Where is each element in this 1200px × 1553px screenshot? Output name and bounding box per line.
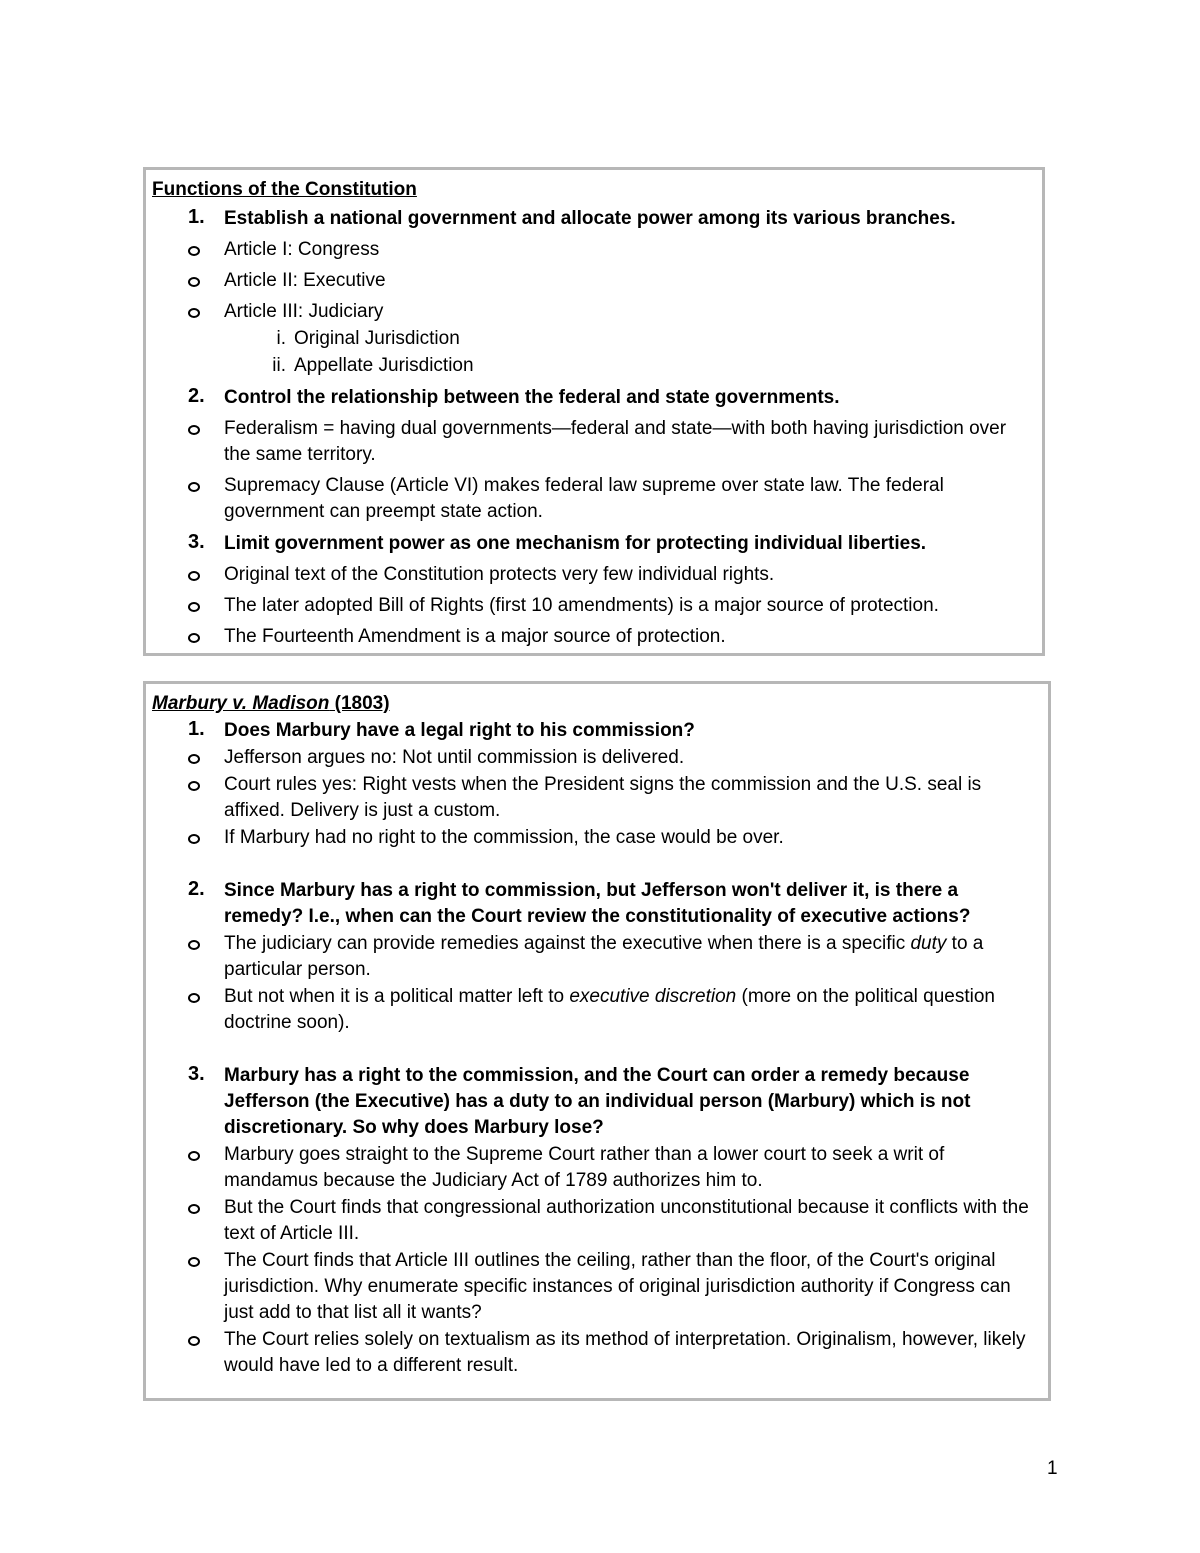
bullet-item: Article I: Congress [152, 237, 1032, 263]
list-item: 1. Does Marbury have a legal right to his commission? [152, 718, 1038, 744]
item-heading: Does Marbury have a legal right to his commission? [224, 720, 695, 741]
list-item: 1. Establish a national government and allocate power among its various branches. [152, 206, 1032, 232]
bullet-item: The Court relies solely on textualism as its method of interpretation. Originalism, however, likely would have led to a different result. [152, 1327, 1038, 1379]
section-title: Marbury v. Madison (1803) [152, 693, 390, 714]
circle-bullet-icon [188, 1151, 200, 1161]
bullet-item: The later adopted Bill of Rights (first 10 amendments) is a major source of protection. [152, 593, 1032, 619]
circle-bullet-icon [188, 425, 200, 435]
bullet-item: Jefferson argues no: Not until commission is delivered. [152, 745, 1038, 771]
bullet-item: Supremacy Clause (Article VI) makes federal law supreme over state law. The federal government can preempt state action. [152, 473, 1032, 525]
bullet-item: Federalism = having dual governments—federal and state—with both having jurisdiction over the same territory. [152, 416, 1032, 468]
circle-bullet-icon [188, 1336, 200, 1346]
roman-subitem: i. Original Jurisdiction [276, 328, 460, 349]
item-heading: Limit government power as one mechanism for protecting individual liberties. [224, 533, 927, 554]
list-item: 2. Since Marbury has a right to commission, but Jefferson won't deliver it, is there a remedy? I.e., when can the Court review the constitutionality of executive actions? [152, 878, 1038, 930]
circle-bullet-icon [188, 308, 200, 318]
item-heading: Since Marbury has a right to commission, but Jefferson won't deliver it, is there a remedy? I.e., when can the Court review the constitutionality of executive actions? [224, 880, 971, 927]
circle-bullet-icon [188, 277, 200, 287]
circle-bullet-icon [188, 940, 200, 950]
bullet-item: The Court finds that Article III outlines the ceiling, rather than the floor, of the Court's original jurisdiction. Why enumerate specific instances of original jurisdiction authority if Congress can just add to that list all it wants? [152, 1248, 1038, 1326]
circle-bullet-icon [188, 571, 200, 581]
section-title: Functions of the Constitution [152, 179, 417, 200]
circle-bullet-icon [188, 993, 200, 1003]
functions-of-constitution-box [143, 167, 1045, 656]
circle-bullet-icon [188, 602, 200, 612]
circle-bullet-icon [188, 781, 200, 791]
circle-bullet-icon [188, 1204, 200, 1214]
list-item: 2. Control the relationship between the federal and state governments. [152, 385, 1032, 411]
item-heading: Marbury has a right to the commission, and the Court can order a remedy because Jefferson (the Executive) has a duty to an individual person (Marbury) which is not discretionary. So why does Marbury lose? [224, 1065, 971, 1138]
circle-bullet-icon [188, 633, 200, 643]
bullet-item: Marbury goes straight to the Supreme Court rather than a lower court to seek a writ of mandamus because the Judiciary Act of 1789 authorizes him to. [152, 1142, 1038, 1194]
bullet-item: Article II: Executive [152, 268, 1032, 294]
bullet-item: The Fourteenth Amendment is a major source of protection. [152, 624, 1032, 650]
circle-bullet-icon [188, 754, 200, 764]
page-number: 1 [1047, 1458, 1058, 1479]
circle-bullet-icon [188, 834, 200, 844]
roman-subitem: ii. Appellate Jurisdiction [272, 355, 474, 376]
circle-bullet-icon [188, 482, 200, 492]
marbury-v-madison-box [143, 681, 1051, 1401]
bullet-item: The judiciary can provide remedies against the executive when there is a specific duty to a particular person. [152, 931, 1038, 983]
list-item: 3. Limit government power as one mechanism for protecting individual liberties. [152, 531, 1032, 557]
item-heading: Control the relationship between the federal and state governments. [224, 387, 840, 408]
bullet-item: Original text of the Constitution protects very few individual rights. [152, 562, 1032, 588]
bullet-item: But the Court finds that congressional authorization unconstitutional because it conflicts with the text of Article III. [152, 1195, 1038, 1247]
circle-bullet-icon [188, 246, 200, 256]
item-heading: Establish a national government and allocate power among its various branches. [224, 208, 956, 229]
bullet-item: If Marbury had no right to the commission, the case would be over. [152, 825, 1038, 851]
list-item: 3. Marbury has a right to the commission, and the Court can order a remedy because Jefferson (the Executive) has a duty to an individual person (Marbury) which is not discretionary. So why does Marbury lose? [152, 1063, 1038, 1141]
circle-bullet-icon [188, 1257, 200, 1267]
bullet-item: Article III: Judiciary [152, 299, 1032, 325]
bullet-item: But not when it is a political matter left to executive discretion (more on the political question doctrine soon). [152, 984, 1038, 1036]
bullet-item: Court rules yes: Right vests when the President signs the commission and the U.S. seal is affixed. Delivery is just a custom. [152, 772, 1038, 824]
